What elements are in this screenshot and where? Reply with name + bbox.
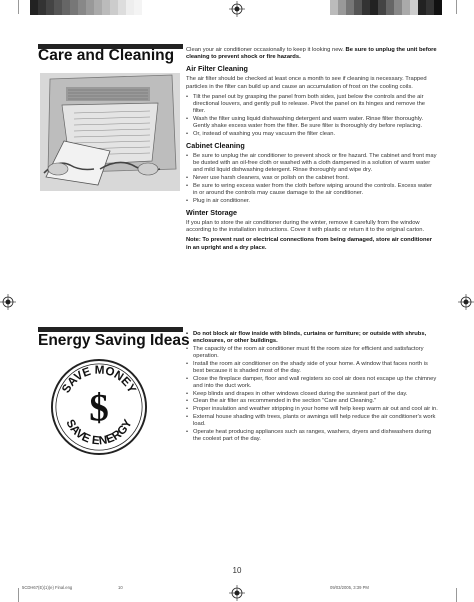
care-content xyxy=(186,47,438,255)
list-item: • Wash the filter using liquid dishwashing detergent and warm water. Rinse filter thoroughly. Gently shake excess water from the filter. Be sure filter is thoroughly dry before replacing. xyxy=(186,116,438,130)
crop-mark xyxy=(18,588,19,602)
registration-mark-left xyxy=(0,294,16,310)
stamp-bottom-text: SAVE ENERGY xyxy=(63,417,135,448)
crop-mark xyxy=(456,588,457,602)
calibration-strip-right xyxy=(330,0,442,15)
filter-list xyxy=(186,94,438,138)
registration-mark-bottom xyxy=(229,585,245,601)
list-item: • Tilt the panel out by grasping the panel from both sides, just below the controls and the air directional louvers, and gently pull to release. Pivot the panel on its hinges and remove the filter. xyxy=(186,94,438,116)
filter-heading: Air Filter Cleaning xyxy=(186,64,248,74)
calibration-strip-left xyxy=(30,0,142,15)
list-item: • Operate heat producing appliances such as ranges, washers, dryers and dishwashers during the coolest part of the day. xyxy=(186,429,438,443)
list-item: • External house shading with trees, plants or awnings will help reduce the air conditioner's work load. xyxy=(186,414,438,428)
list-item: • Close the fireplace damper, floor and wall registers so cool air does not escape up the chimney and into the duct work. xyxy=(186,376,438,390)
list-item: • Install the room air conditioner on the shady side of your home. A window that faces north is best because it is shaded most of the day. xyxy=(186,361,438,375)
stamp-top-text: SAVE MONEY xyxy=(59,363,139,396)
crop-mark xyxy=(18,0,19,14)
registration-mark-top xyxy=(229,1,245,17)
footer-page-ref: 10 xyxy=(118,585,123,590)
list-item: • Keep blinds and drapes in other windows closed during the sunniest part of the day. xyxy=(186,391,438,398)
page-number: 10 xyxy=(232,566,242,575)
care-title: Care and Cleaning xyxy=(38,47,175,64)
energy-list xyxy=(186,331,438,443)
list-item: • Be sure to unplug the air conditioner to prevent shock or fire hazard. The cabinet and front may be dusted with an oil-free cloth or washed with a cloth dampened in a solution of warm water and mild liquid dishwashing detergent. Rinse thoroughly and wipe dry. xyxy=(186,153,438,175)
list-item: • Or, instead of washing you may vacuum the filter clean. xyxy=(186,131,438,138)
filter-text: The air filter should be checked at least once a month to see if cleaning is necessary. Trapped particles in the filter can build up and cause an accumulation of frost on the cooling coils. xyxy=(186,76,427,90)
winter-heading: Winter Storage xyxy=(186,207,238,217)
air-conditioner-illustration xyxy=(40,73,180,191)
dollar-sign-icon: $ xyxy=(89,386,109,430)
energy-content xyxy=(186,331,438,444)
registration-mark-right xyxy=(458,294,474,310)
list-item: • The capacity of the room air conditioner must fit the room size for efficient and satisfactory operation. xyxy=(186,346,438,360)
crop-mark xyxy=(456,0,457,14)
cabinet-heading: Cabinet Cleaning xyxy=(186,141,245,151)
footer-file-name: 5CDH67(E)(1)(e) Final.eng xyxy=(22,585,73,590)
save-money-save-energy-stamp xyxy=(50,358,148,456)
list-item: • Plug in air conditioner. xyxy=(186,198,438,205)
winter-text: If you plan to store the air conditioner during the winter, remove it carefully from the window according to the installation instructions. Cover it with plastic or return it to the original carton. xyxy=(186,219,425,234)
list-item: • Clean the air filter as recommended in the section "Care and Cleaning." xyxy=(186,398,438,405)
list-item: • Proper insulation and weather stripping in your home will help keep warm air out and cool air in. xyxy=(186,406,438,413)
winter-note: Note: To prevent rust or electrical connections from being damaged, store air conditioner in an upright and a dry place. xyxy=(186,237,432,251)
list-item: • Never use harsh cleaners, wax or polish on the cabinet front. xyxy=(186,175,438,182)
cabinet-list xyxy=(186,153,438,205)
list-item: • Be sure to wring excess water from the cloth before wiping around the controls. Excess water in or around the controls may cause damage to the air conditioner. xyxy=(186,183,438,197)
energy-title: Energy Saving Ideas xyxy=(38,332,190,349)
care-intro: Clean your air conditioner occasionally to keep it looking new. Be sure to unplug the unit before cleaning to prevent shock or fire hazards. xyxy=(186,47,437,61)
list-item: • Do not block air flow inside with blinds, curtains or furniture; or outside with shrubs, enclosures, or other buildings. xyxy=(186,331,438,345)
footer-timestamp: 09/03/2005, 3:39 PM xyxy=(330,585,369,590)
